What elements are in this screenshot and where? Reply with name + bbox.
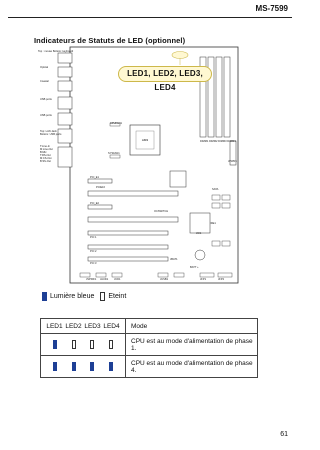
legend-off-label: Eteint — [108, 293, 127, 300]
legend — [42, 292, 126, 301]
label-ddr: DIMM1 DIMM2 DIMM3 DIMM4 — [200, 140, 236, 143]
label-jcd: JCD1 — [114, 278, 121, 281]
led4-indicator-on — [109, 362, 113, 371]
table-row — [41, 334, 258, 356]
legend-on-swatch — [42, 292, 47, 301]
label-pcie16: PCIE16 — [96, 186, 105, 189]
label-sata: SATA — [212, 188, 219, 191]
legend-on-label: Lumière bleue — [50, 293, 95, 300]
label-jci: JCI1 — [196, 232, 202, 235]
table-header-row — [41, 319, 258, 334]
battery — [195, 250, 205, 260]
label-usb-ports-1: USB ports — [40, 98, 52, 101]
table-row — [41, 356, 258, 378]
header-led1: LED1 — [46, 322, 63, 330]
label-pcie1: PCI_E1 — [90, 176, 99, 179]
label-pci3: PCI 3 — [90, 262, 97, 265]
led3-indicator-on — [90, 362, 94, 371]
northbridge — [170, 171, 186, 187]
label-mouse-keyboard: Top : mouse Bottom: keyboard — [38, 50, 74, 53]
section-title: Indicateurs de Statuts de LED (optionnel) — [34, 36, 186, 45]
label-coaxial: Coaxial — [40, 80, 49, 83]
label-jaud: JAUD1 — [100, 278, 109, 281]
led-callout: LED1, LED2, LED3, LED4 — [118, 66, 212, 82]
legend-off-swatch — [100, 292, 105, 301]
label-lan-usb: Top: LAN Jack Bottom: USB ports — [40, 130, 62, 136]
label-jbat: JBAT1 — [170, 258, 178, 261]
header-mode: Mode — [126, 319, 258, 334]
label-pci1: PCI 1 — [90, 236, 97, 239]
label-usb-ports-2: USB ports — [40, 114, 52, 117]
southbridge — [190, 213, 210, 233]
header-led4: LED4 — [103, 322, 120, 330]
label-jfp1: JFP1 — [200, 278, 207, 281]
mode-cell: CPU est au mode d'alimentation de phase 1. — [126, 334, 258, 356]
label-sysfan: SYSFAN1 — [108, 152, 120, 155]
header-led2: LED2 — [65, 322, 82, 330]
label-ide: IDE1 — [210, 222, 216, 225]
svg-text:AM3: AM3 — [141, 138, 149, 142]
label-audio: T:Line-In M:Line-Out B:Mic T:RS-Out M:CS-Out B:SS-Out — [40, 145, 53, 163]
header-rule — [8, 17, 292, 18]
label-jfp2: JFP2 — [218, 278, 225, 281]
sys-fan-header — [110, 155, 120, 158]
label-ocswitch: OCSWITCH — [154, 210, 169, 213]
expansion-slots — [88, 179, 178, 261]
led1-indicator-on — [53, 340, 57, 349]
led2-indicator-off — [72, 340, 76, 349]
page-number: 61 — [280, 431, 288, 438]
label-atx: JPWR1 — [228, 160, 237, 163]
led-status-table — [40, 318, 258, 378]
label-pcie2: PCI_E2 — [90, 202, 99, 205]
label-jspdif: JSPDIF1 — [86, 278, 97, 281]
label-pci2: PCI 2 — [90, 250, 97, 253]
mode-cell: CPU est au mode d'alimentation de phase 4. — [126, 356, 258, 378]
led4-indicator-off — [109, 340, 113, 349]
header-led3: LED3 — [84, 322, 101, 330]
label-cpufan: CPUFAN1 — [110, 122, 122, 125]
led-marker — [172, 52, 188, 59]
led1-indicator-on — [53, 362, 57, 371]
cpu-socket — [130, 125, 160, 155]
label-jusb: JUSB1 — [160, 278, 169, 281]
led3-indicator-off — [90, 340, 94, 349]
model-number: MS-7599 — [255, 4, 288, 13]
label-battery: BATT + — [190, 266, 199, 269]
led2-indicator-on — [72, 362, 76, 371]
label-optical: Optical — [40, 66, 49, 69]
